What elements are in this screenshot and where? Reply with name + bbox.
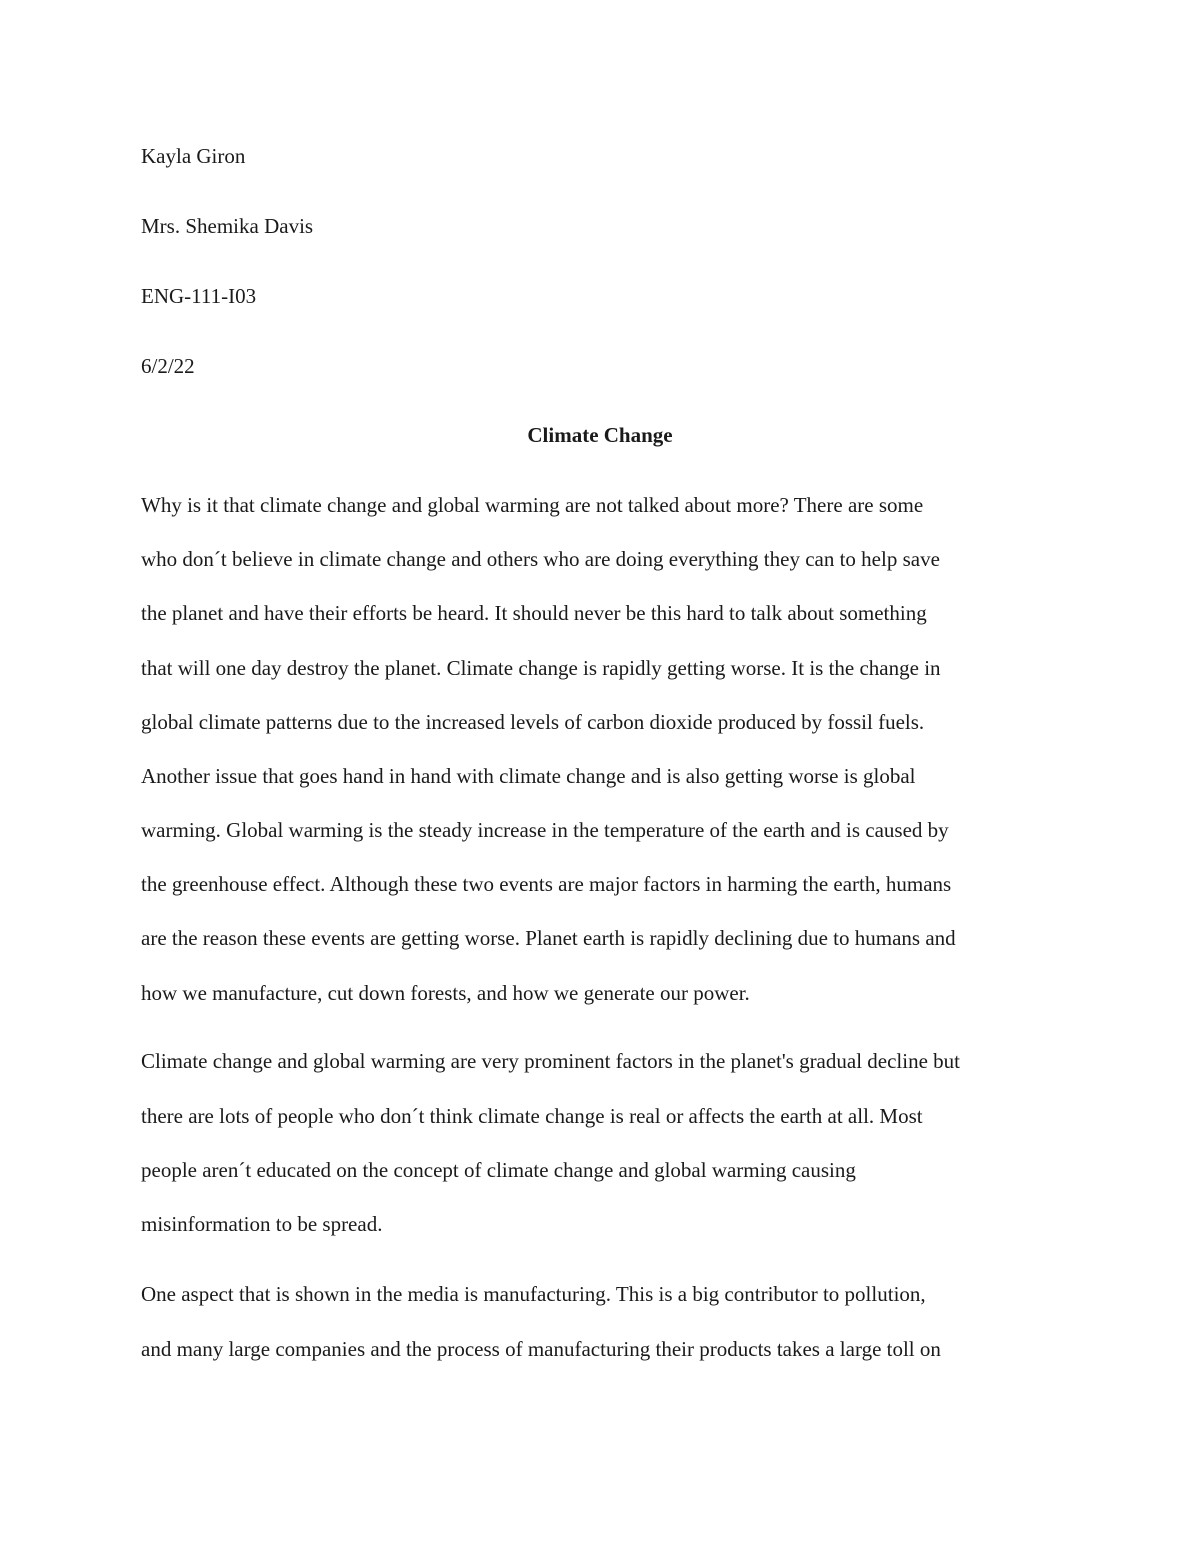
paragraph-2-line: there are lots of people who don´t think climate change is real or affects the earth at all. Most <box>141 1104 923 1128</box>
paragraph-1-line: the planet and have their efforts be heard. It should never be this hard to talk about something <box>141 601 927 625</box>
essay-title: Climate Change <box>527 423 673 447</box>
course-code: ENG-111-I03 <box>141 284 257 308</box>
paragraph-1-line: who don´t believe in climate change and others who are doing everything they can to help save <box>141 547 940 571</box>
paragraph-1-line: how we manufacture, cut down forests, and how we generate our power. <box>141 981 750 1005</box>
paragraph-1-line: are the reason these events are getting worse. Planet earth is rapidly declining due to humans and <box>141 926 956 950</box>
student-name: Kayla Giron <box>141 144 246 168</box>
paragraph-3-line: and many large companies and the process of manufacturing their products takes a large toll on <box>141 1337 941 1361</box>
paragraph-1-line: the greenhouse effect. Although these two events are major factors in harming the earth, humans <box>141 872 952 896</box>
instructor-name: Mrs. Shemika Davis <box>141 214 314 238</box>
paragraph-2-line: people aren´t educated on the concept of climate change and global warming causing <box>141 1158 856 1182</box>
paragraph-3-line: One aspect that is shown in the media is manufacturing. This is a big contributor to pollution, <box>141 1282 926 1306</box>
paragraph-1-line: Why is it that climate change and global warming are not talked about more? There are some <box>141 493 924 517</box>
paragraph-1-line: warming. Global warming is the steady increase in the temperature of the earth and is caused by <box>141 818 949 842</box>
essay-date: 6/2/22 <box>141 354 195 378</box>
paragraph-1-line: Another issue that goes hand in hand with climate change and is also getting worse is global <box>141 764 916 788</box>
paragraph-1-line: global climate patterns due to the increased levels of carbon dioxide produced by fossil fuels. <box>141 710 925 734</box>
paragraph-1-line: that will one day destroy the planet. Climate change is rapidly getting worse. It is the change in <box>141 656 941 680</box>
paragraph-2-line: misinformation to be spread. <box>141 1212 383 1236</box>
paragraph-2-line: Climate change and global warming are very prominent factors in the planet's gradual decline but <box>141 1049 960 1073</box>
